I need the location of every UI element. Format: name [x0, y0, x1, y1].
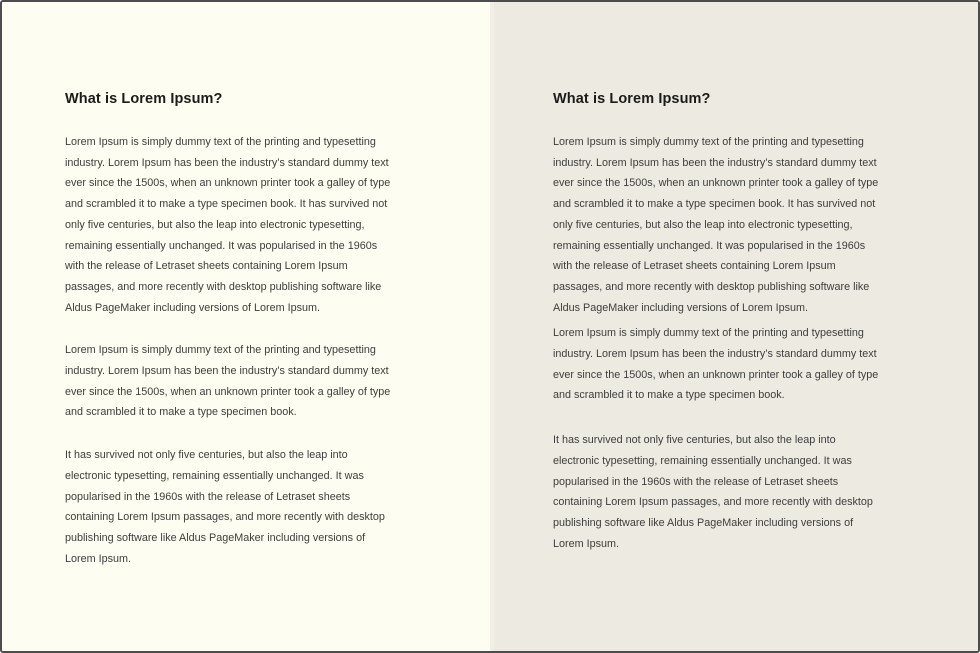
right-panel-paragraph-1: Lorem Ipsum is simply dummy text of the printing and typesetting industry. Lorem Ipsum has been the industry’s standard dummy text ever since the 1500s, when an unknown printer took a galley of type and scrambled it to make a type specimen book. It has survived not only five centuries, but also the leap into electronic typesetting, remaining essentially unchanged. It was popularised in the 1960s with the release of Letraset sheets containing Lorem Ipsum passages, and more recently with desktop publishing software like Aldus PageMaker including versions of Lorem Ipsum. — [553, 136, 879, 314]
left-panel-paragraph-2: Lorem Ipsum is simply dummy text of the printing and typesetting industry. Lorem Ipsum has been the industry’s standard dummy text ever since the 1500s, when an unknown printer took a galley of type and scrambled it to make a type specimen book. — [65, 344, 391, 419]
left-panel — [2, 2, 490, 651]
right-panel-heading: What is Lorem Ipsum? — [553, 91, 711, 107]
left-panel-paragraph-1: Lorem Ipsum is simply dummy text of the printing and typesetting industry. Lorem Ipsum has been the industry’s standard dummy text ever since the 1500s, when an unknown printer took a galley of type and scrambled it to make a type specimen book. It has survived not only five centuries, but also the leap into electronic typesetting, remaining essentially unchanged. It was popularised in the 1960s with the release of Letraset sheets containing Lorem Ipsum passages, and more recently with desktop publishing software like Aldus PageMaker including versions of Lorem Ipsum. — [65, 136, 391, 314]
left-panel-paragraph-3: It has survived not only five centuries, but also the leap into electronic typesetting, remaining essentially unchanged. It was popularised in the 1960s with the release of Letraset sheets containing Lorem Ipsum passages, and more recently with desktop publishing software like Aldus PageMaker including versions of Lorem Ipsum. — [65, 449, 385, 565]
right-panel-paragraph-2: Lorem Ipsum is simply dummy text of the printing and typesetting industry. Lorem Ipsum has been the industry’s standard dummy text ever since the 1500s, when an unknown printer took a galley of type and scrambled it to make a type specimen book. — [553, 327, 879, 402]
right-panel — [490, 2, 978, 651]
left-panel-heading: What is Lorem Ipsum? — [65, 91, 223, 107]
right-panel-paragraph-3: It has survived not only five centuries, but also the leap into electronic typesetting, remaining essentially unchanged. It was popularised in the 1960s with the release of Letraset sheets containing Lorem Ipsum passages, and more recently with desktop publishing software like Aldus PageMaker including versions of Lorem Ipsum. — [553, 434, 873, 550]
